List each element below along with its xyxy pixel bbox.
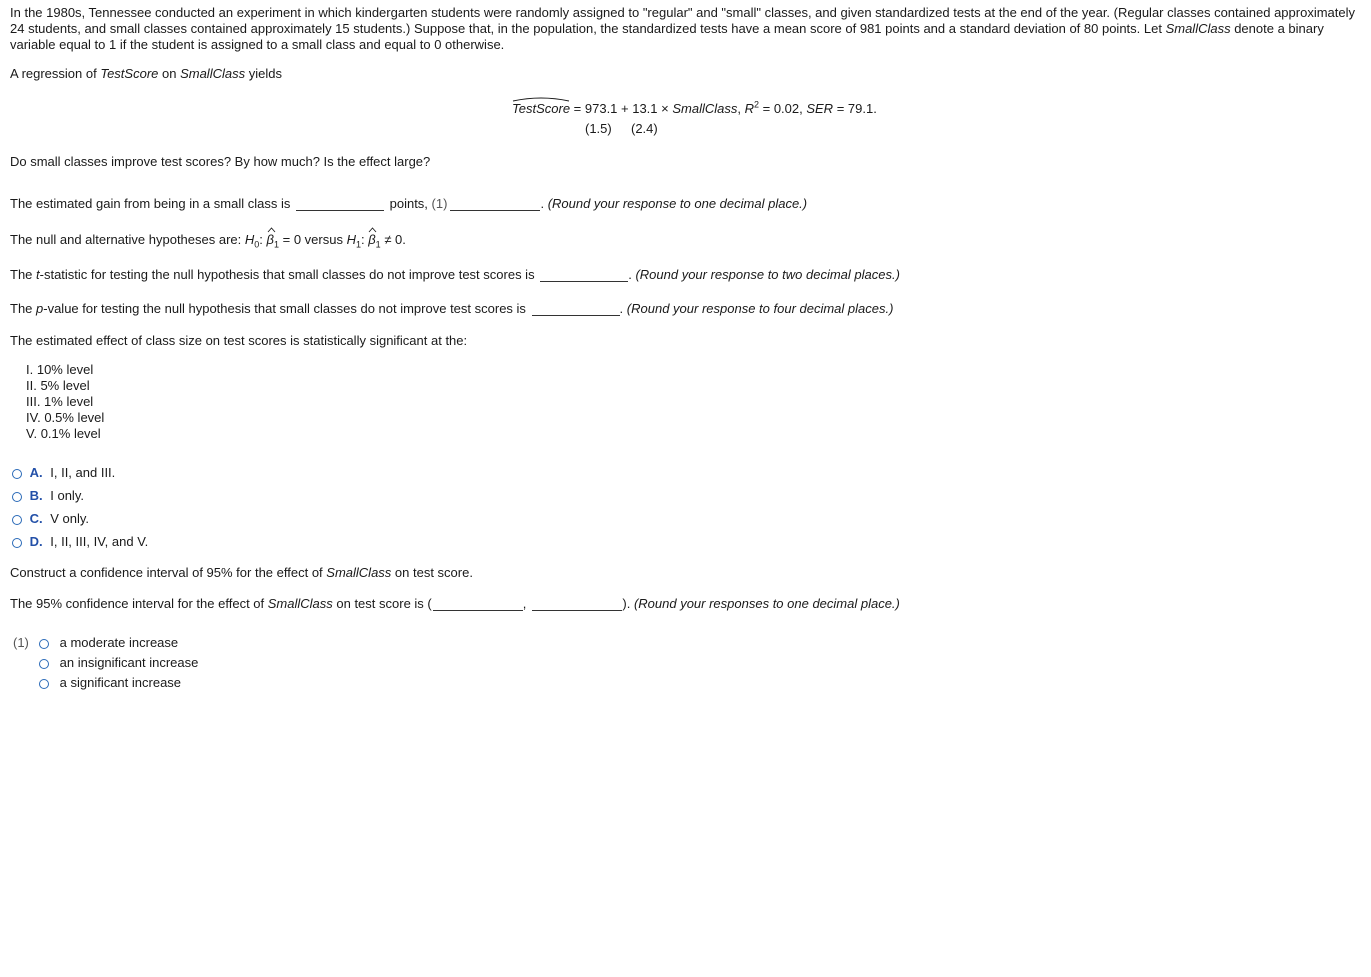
ci-line-a: The 95% confidence interval for the effect of <box>10 596 268 611</box>
option-b-text: I only. <box>50 488 84 503</box>
dropdown-choice-2[interactable] <box>39 655 198 670</box>
pvalue-line <box>10 301 893 316</box>
ci-line-b: on test score is ( <box>332 596 432 611</box>
regression-equation <box>512 101 877 116</box>
pvalue-dot: . <box>619 301 624 316</box>
hyp-beta-sub-0: 1 <box>273 239 279 250</box>
level-3: III. 1% level <box>26 394 94 409</box>
ci-construct <box>10 565 473 580</box>
level-2: II. 5% level <box>26 378 90 393</box>
radio-b[interactable] <box>12 492 22 502</box>
intro-var: SmallClass <box>1165 21 1231 36</box>
gain-dropdown-ref: (1) <box>431 196 448 211</box>
wide-hat-icon <box>512 96 570 102</box>
radio-a[interactable] <box>12 469 22 479</box>
option-d-text: I, II, III, IV, and V. <box>50 534 149 549</box>
gain-line <box>10 196 807 211</box>
hyp-h0-sub: 0 <box>254 239 260 250</box>
se-intercept: (1.5) <box>585 121 612 136</box>
dropdown-choice-3-text: a significant increase <box>59 675 182 690</box>
option-a-letter: A. <box>29 465 43 480</box>
dropdown-radio-3[interactable] <box>39 679 49 689</box>
dropdown-radio-1[interactable] <box>39 639 49 649</box>
hyp-eq0: = 0 versus <box>282 232 343 247</box>
hyp-colon-0: : <box>259 232 263 247</box>
question-text: Do small classes improve test scores? By how much? Is the effect large? <box>10 154 431 169</box>
ci-close: ). <box>622 596 631 611</box>
eq-r-pre: , <box>737 101 745 116</box>
ci-construct-b: on test score. <box>391 565 473 580</box>
hyp-beta-1: β <box>368 232 376 247</box>
option-d-letter: D. <box>29 534 43 549</box>
tstat-line <box>10 267 900 282</box>
hyp-pre: The null and alternative hypotheses are: <box>10 232 245 247</box>
dropdown-choice-1-text: a moderate increase <box>59 635 179 650</box>
hyp-h1: H <box>346 232 356 247</box>
ci-line <box>10 596 900 611</box>
dropdown-choice-1[interactable] <box>39 635 178 650</box>
option-a[interactable] <box>12 465 115 480</box>
ci-lower-input[interactable] <box>433 596 523 611</box>
ci-hint: (Round your responses to one decimal place.) <box>633 596 900 611</box>
pvalue-pre-a: The <box>10 301 37 316</box>
eq-x: SmallClass <box>672 101 738 116</box>
hyp-h0: H <box>244 232 255 247</box>
tstat-t: t <box>36 267 40 282</box>
radio-c[interactable] <box>12 515 22 525</box>
hat-icon <box>267 227 276 233</box>
ci-line-var: SmallClass <box>267 596 333 611</box>
dropdown-choice-2-text: an insignificant increase <box>59 655 199 670</box>
testscore-hat <box>512 101 570 116</box>
regression-lead <box>10 66 282 81</box>
eq-r: R <box>744 101 754 116</box>
lead-text-b: on <box>158 66 181 81</box>
gain-hint: (Round your response to one decimal place.) <box>547 196 808 211</box>
gain-dot: . <box>540 196 545 211</box>
dropdown-ref: (1) <box>13 635 29 650</box>
lead-y: TestScore <box>100 66 159 81</box>
hyp-neq: ≠ 0. <box>384 232 406 247</box>
option-c-text: V only. <box>50 511 90 526</box>
radio-d[interactable] <box>12 538 22 548</box>
option-d[interactable] <box>12 534 148 549</box>
tstat-pre-b: -statistic for testing the null hypothesis that small classes do not improve test scores is <box>39 267 535 282</box>
ci-construct-var: SmallClass <box>326 565 392 580</box>
eq-r-sup: 2 <box>753 99 759 110</box>
ci-comma: , <box>522 596 527 611</box>
option-c-letter: C. <box>29 511 43 526</box>
eq-y: TestScore <box>512 101 571 116</box>
pvalue-pre-b: -value for testing the null hypothesis that small classes do not improve test scores is <box>43 301 526 316</box>
hyp-colon-1: : <box>360 232 365 247</box>
pvalue-p: p <box>36 301 44 316</box>
dropdown-radio-2[interactable] <box>39 659 49 669</box>
gain-dropdown[interactable] <box>450 196 540 211</box>
hyp-beta-sub-1: 1 <box>375 239 381 250</box>
intro-text-1: In the 1980s, Tennessee conducted an experiment in which kindergarten students were randomly assigned to "regular" and "small" classes, and given standardized tests at the end of the year. (Regular classes contained approximately 24 students, and small classes contained approximately 15 students.) Suppose that, in the population, the standardized tests have a mean score of 981 points and a standard deviation of 80 points. Let <box>10 5 1355 36</box>
eq-end: = 79.1. <box>833 101 877 116</box>
intro-paragraph <box>10 5 1362 53</box>
lead-text-c: yields <box>245 66 282 81</box>
signif-prompt: The estimated effect of class size on test scores is statistically significant at the: <box>10 333 468 348</box>
hypotheses-line <box>10 232 406 250</box>
eq-r-post: = 0.02, <box>759 101 807 116</box>
gain-pre: The estimated gain from being in a small class is <box>10 196 291 211</box>
pvalue-input[interactable] <box>532 301 620 316</box>
se-slope: (2.4) <box>631 121 658 136</box>
level-4: IV. 0.5% level <box>26 410 105 425</box>
beta-hat-1 <box>368 232 375 247</box>
tstat-dot: . <box>628 267 632 282</box>
option-c[interactable] <box>12 511 89 526</box>
pvalue-hint: (Round your response to four decimal places.) <box>626 301 894 316</box>
gain-mid: points, <box>389 196 428 211</box>
option-b[interactable] <box>12 488 84 503</box>
lead-text-a: A regression of <box>10 66 101 81</box>
hyp-h1-sub: 1 <box>355 239 361 250</box>
ci-construct-a: Construct a confidence interval of 95% for the effect of <box>10 565 327 580</box>
beta-hat-0 <box>267 232 274 247</box>
intro-text-2: denote a binary variable equal to 1 if the student is assigned to a small class and equal to 0 otherwise. <box>10 21 1324 52</box>
tstat-input[interactable] <box>540 267 628 282</box>
hyp-beta-0: β <box>266 232 274 247</box>
ci-upper-input[interactable] <box>532 596 622 611</box>
level-5: V. 0.1% level <box>26 426 101 441</box>
hat-icon <box>368 227 377 233</box>
eq-mid: = 973.1 + 13.1 × <box>570 101 673 116</box>
option-a-text: I, II, and III. <box>50 465 116 480</box>
gain-input[interactable] <box>296 196 384 211</box>
tstat-hint: (Round your response to two decimal places.) <box>635 267 900 282</box>
lead-x: SmallClass <box>180 66 246 81</box>
tstat-pre-a: The <box>10 267 37 282</box>
level-1: I. 10% level <box>26 362 94 377</box>
dropdown-choice-3[interactable] <box>39 675 181 690</box>
option-b-letter: B. <box>29 488 43 503</box>
eq-ser: SER <box>806 101 834 116</box>
